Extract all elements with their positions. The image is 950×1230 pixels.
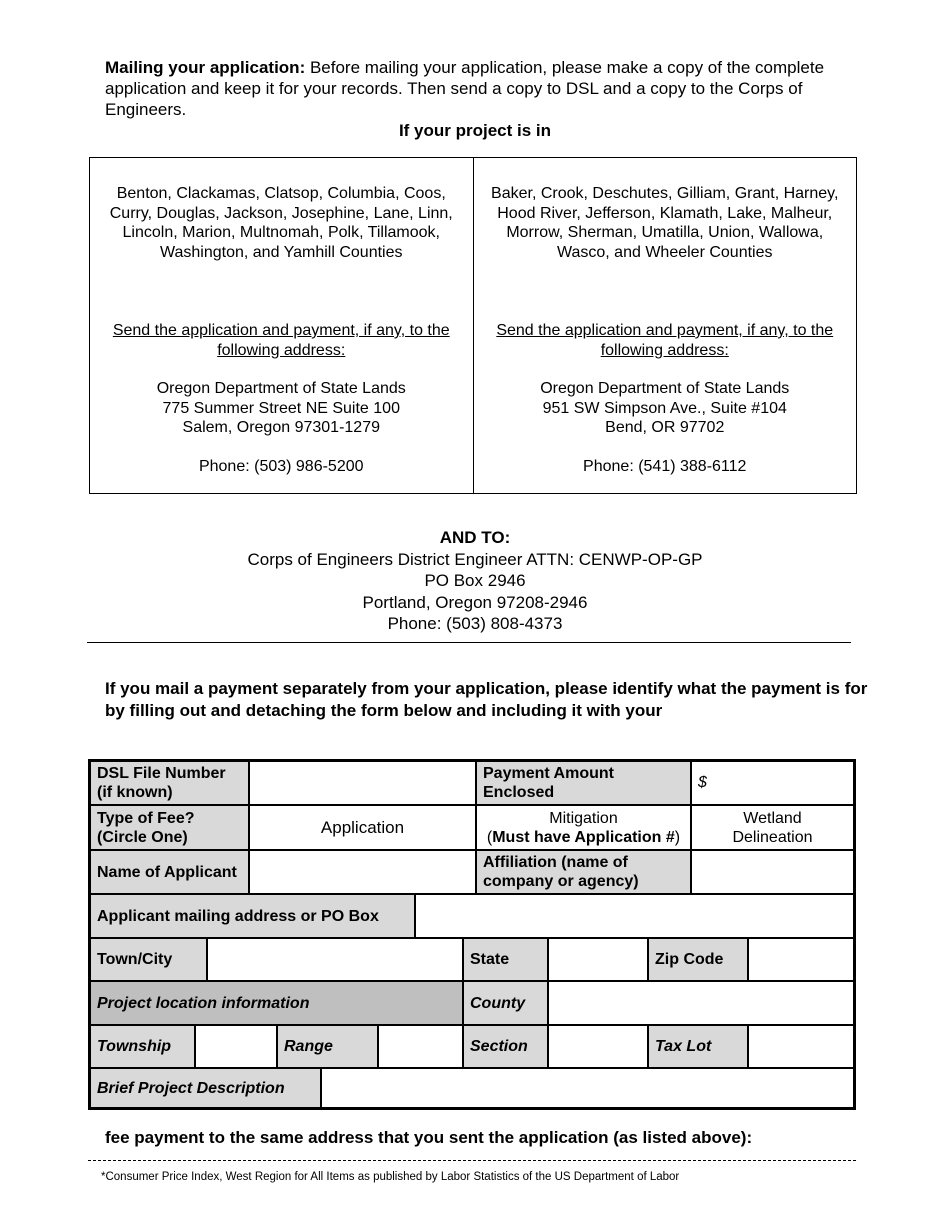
- detach-line: [88, 1160, 856, 1161]
- applicant-name-field[interactable]: [250, 851, 477, 895]
- mailing-instructions: [105, 57, 865, 120]
- west-counties: Benton, Clackamas, Clatsop, Columbia, Coos, Curry, Douglas, Jackson, Josephine, Lane, Linn, Lincoln, Marion, Multnomah, Polk, Tillamook, Washington, and Yamhill Counties: [109, 185, 453, 261]
- east-office-street: 951 SW Simpson Ave., Suite #104: [542, 399, 787, 417]
- east-office-city: Bend, OR 97702: [605, 419, 725, 436]
- section-field[interactable]: [549, 1026, 649, 1069]
- payment-amount-field[interactable]: [692, 762, 853, 806]
- state-field[interactable]: [549, 939, 649, 982]
- brief-description-field[interactable]: [322, 1069, 853, 1107]
- fee-option-mitigation[interactable]: [477, 806, 692, 851]
- town-city-label: Town/City: [91, 939, 208, 982]
- fee-option-wetland[interactable]: Wetland Delineation: [692, 806, 853, 851]
- if-project-heading: If your project is in: [398, 121, 552, 140]
- west-office-city: Salem, Oregon 97301-1279: [182, 419, 380, 436]
- mailing-heading: Mailing your application:: [105, 58, 306, 77]
- dsl-office-east: [473, 158, 857, 494]
- mitigation-note: (Must have Application #): [486, 828, 681, 846]
- dsl-address-table: [89, 157, 857, 494]
- fee-option-application[interactable]: Application: [250, 806, 477, 851]
- tax-lot-field[interactable]: [749, 1026, 853, 1069]
- mitigation-label: Mitigation: [549, 809, 618, 827]
- mailing-text: Before mailing your application, please make a copy of the complete application and keep it for your records. Then send a copy to DSL and a copy to the Corps of Engineers.: [105, 58, 825, 119]
- dsl-office-west: [90, 158, 474, 494]
- corps-line-1: Corps of Engineers District Engineer ATTN: CENWP-OP-GP: [247, 549, 703, 569]
- affiliation-label: Affiliation (name of company or agency): [477, 851, 692, 895]
- brief-description-label: Brief Project Description: [91, 1069, 322, 1107]
- west-office-name: Oregon Department of State Lands: [156, 380, 406, 397]
- project-location-label: Project location information: [91, 982, 464, 1026]
- section-label: Section: [464, 1026, 549, 1069]
- zip-code-label: Zip Code: [649, 939, 749, 982]
- footnote: *Consumer Price Index, West Region for All Items as published by Labor Statistics of the US Department of Labor: [101, 1171, 680, 1183]
- type-of-fee-label: Type of Fee? (Circle One): [91, 806, 250, 851]
- mailing-address-field[interactable]: [416, 895, 853, 939]
- zip-code-field[interactable]: [749, 939, 853, 982]
- corps-line-2: PO Box 2946: [424, 571, 526, 590]
- township-label: Township: [91, 1026, 196, 1069]
- tax-lot-label: Tax Lot: [649, 1026, 749, 1069]
- payment-form: [88, 759, 856, 1110]
- county-label: County: [464, 982, 549, 1026]
- dsl-file-number-label: DSL File Number (if known): [91, 762, 250, 806]
- east-counties: Baker, Crook, Deschutes, Gilliam, Grant, Harney, Hood River, Jefferson, Klamath, Lake, Malheur, Morrow, Sherman, Umatilla, Union, Wallowa, Wasco, and Wheeler Counties: [491, 185, 839, 261]
- east-send-label: Send the application and payment, if any, to the following address:: [496, 322, 834, 359]
- east-office-name: Oregon Department of State Lands: [540, 380, 790, 397]
- mailing-address-label: Applicant mailing address or PO Box: [91, 895, 416, 939]
- west-office-street: 775 Summer Street NE Suite 100: [162, 399, 400, 417]
- separate-payment-note: If you mail a payment separately from your application, please identify what the payment is for by filling out and detaching the form below and including it with your: [105, 679, 868, 720]
- affiliation-field[interactable]: [692, 851, 853, 895]
- fee-payment-note: fee payment to the same address that you sent the application (as listed above):: [105, 1128, 753, 1147]
- town-city-field[interactable]: [208, 939, 464, 982]
- range-label: Range: [278, 1026, 379, 1069]
- and-to-heading: AND TO:: [439, 528, 511, 547]
- township-field[interactable]: [196, 1026, 278, 1069]
- range-field[interactable]: [379, 1026, 464, 1069]
- dsl-file-number-field[interactable]: [250, 762, 477, 806]
- west-send-label: Send the application and payment, if any, to the following address:: [112, 322, 450, 359]
- payment-amount-label: Payment Amount Enclosed: [477, 762, 692, 806]
- corps-line-4: Phone: (503) 808-4373: [387, 614, 563, 633]
- east-office-phone: Phone: (541) 388-6112: [583, 457, 747, 475]
- section-divider: [87, 642, 851, 643]
- corps-line-3: Portland, Oregon 97208-2946: [362, 592, 588, 612]
- applicant-name-label: Name of Applicant: [91, 851, 250, 895]
- dollar-sign: $: [698, 774, 707, 791]
- corps-address: [0, 527, 950, 635]
- west-office-phone: Phone: (503) 986-5200: [198, 457, 364, 475]
- state-label: State: [464, 939, 549, 982]
- county-field[interactable]: [549, 982, 853, 1026]
